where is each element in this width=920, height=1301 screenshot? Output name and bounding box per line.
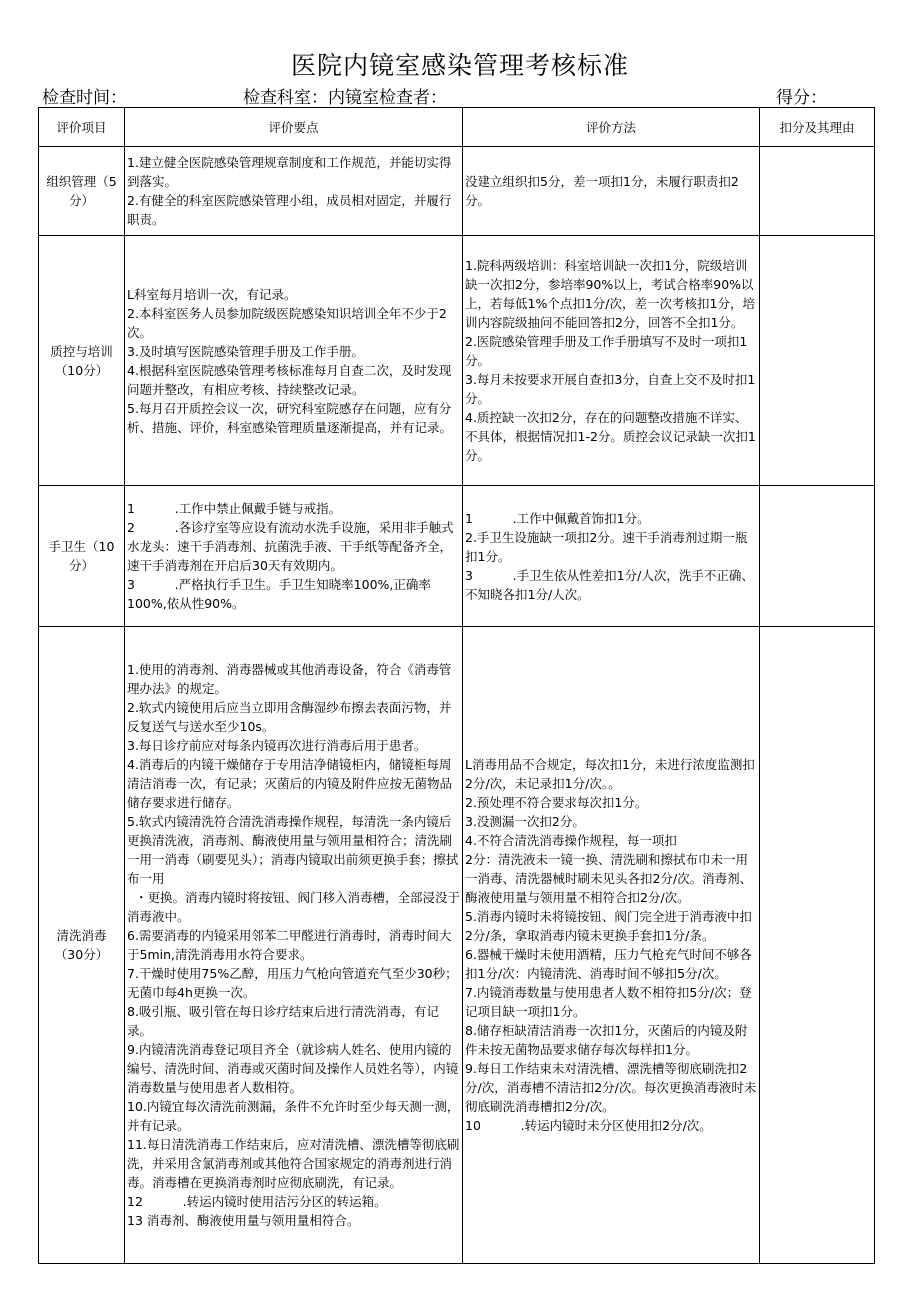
method-item: 9.每日工作结束未对清洗槽、漂洗槽等彻底刷洗扣2分/次，消毒槽不清洁扣2分/次。每次更换消毒液时未彻底刷洗消毒槽扣2分/次。 bbox=[465, 1061, 757, 1114]
method-item: 7.内镜消毒数量与使用患者人数不相符扣5分/次；登记项目缺一项扣1分。 bbox=[465, 985, 752, 1019]
requirement-item: 7.干燥时使用75%乙醇，用压力气枪向管道充气至少30秒；无菌巾每4h更换一次。 bbox=[127, 966, 458, 1000]
table-row bbox=[39, 627, 875, 1264]
table-row bbox=[39, 147, 875, 236]
requirement-item: 4.根据科室医院感染管理考核标准每月自查二次，及时发现问题并整改，有相应考核、持续整改记录。 bbox=[127, 362, 452, 397]
check-time-label: 检查时间： bbox=[42, 88, 127, 108]
requirement-item: 11.每日清洗消毒工作结束后，应对清洗槽、漂洗槽等彻底刷洗，并采用含氯消毒剂或其他符合国家规定的消毒剂进行消毒。消毒槽在更换消毒剂时应彻底刷洗，有记录。 bbox=[127, 1137, 460, 1190]
method-item: 1 .工作中佩戴首饰扣1分。 bbox=[465, 510, 650, 526]
requirements-cell bbox=[125, 486, 463, 627]
deduction-cell[interactable] bbox=[760, 147, 875, 236]
score-label: 得分： bbox=[776, 88, 827, 108]
requirement-item: 5.每月召开质控会议一次，研究科室院感存在问题，应有分析、措施、评价，科室感染管理质量逐渐提高，并有记录。 bbox=[127, 400, 453, 435]
requirement-item: 3.每日诊疗前应对每条内镜再次进行消毒后用于患者。 bbox=[127, 738, 427, 753]
requirement-item: 13 消毒剂、酶液使用量与领用量相符合。 bbox=[127, 1213, 360, 1228]
requirement-item: 1.使用的消毒剂、消毒器械或其他消毒设备，符合《消毒管理办法》的规定。 bbox=[127, 662, 452, 696]
requirement-item: 6.需要消毒的内镜采用邻苯二甲醛进行消毒时，消毒时间大于5min,清洗消毒用水符合要求。 bbox=[127, 928, 452, 962]
requirements-cell bbox=[125, 627, 463, 1264]
column-header-deduction: 扣分及其理由 bbox=[760, 108, 875, 147]
requirement-item: 4.消毒后的内镜干燥储存于专用洁净储镜柜内，储镜柜每周清洁消毒一次，有记录；灭菌后的内镜及附件应按无菌物品储存要求进行储存。 bbox=[127, 757, 453, 810]
column-header-method: 评价方法 bbox=[463, 108, 760, 147]
requirement-item: 12 .转运内镜时使用洁污分区的转运箱。 bbox=[127, 1194, 387, 1209]
requirement-item: 1 .工作中禁止佩戴手链与戒指。 bbox=[127, 501, 342, 516]
table-row bbox=[39, 486, 875, 627]
requirement-item: 2.软式内镜使用后应当立即用含酶湿纱布擦去表面污物，并反复送气与送水至少10s。 bbox=[127, 700, 452, 734]
deduction-cell[interactable] bbox=[760, 236, 875, 486]
category-cell: 质控与培训（10分） bbox=[39, 236, 125, 486]
requirement-item: 3 .严格执行手卫生。手卫生知晓率100%,正确率100%,依从性90%。 bbox=[127, 577, 431, 611]
method-item: 3 .手卫生依从性差扣1分/人次，洗手不正确、不知晓各扣1分/人次。 bbox=[465, 567, 754, 602]
requirement-item: L科室每月培训一次，有记录。 bbox=[127, 286, 297, 302]
method-item: 4.质控缺一次扣2分，存在的问题整改措施不详实、不具体，根据情况扣1-2分。质控会议记录缺一次扣1分。 bbox=[465, 410, 756, 463]
deduction-cell[interactable] bbox=[760, 627, 875, 1264]
column-header-requirements: 评价要点 bbox=[125, 108, 463, 147]
page-title: 医院内镜室感染管理考核标准 bbox=[290, 51, 629, 80]
requirement-item: 5.软式内镜清洗符合清洗消毒操作规程，每清洗一条内镜后更换清洗液，消毒剂、酶液使用量与领用量相符合；清洗刷一用一消毒（刷要见头）；消毒内镜取出前须更换手套；擦拭布一用 bbox=[127, 814, 459, 886]
method-item: 2.手卫生设施缺一项扣2分。速干手消毒剂过期一瓶扣1分。 bbox=[465, 529, 748, 564]
assessment-table bbox=[38, 107, 875, 1264]
table-row bbox=[39, 236, 875, 486]
requirement-item: 9.内镜清洗消毒登记项目齐全（就诊病人姓名、使用内镜的编号、清洗时间、消毒或灭菌时间及操作人员姓名等），内镜消毒数量与使用患者人数相符。 bbox=[127, 1042, 459, 1095]
requirements-cell bbox=[125, 147, 463, 236]
method-item: 3.每月未按要求开展自查扣3分，自查上交不及时扣1分。 bbox=[465, 372, 756, 406]
requirement-item: 10.内镜宜每次清洗前测漏，条件不允许时至少每天测一测，并有记录。 bbox=[127, 1099, 460, 1133]
category-cell: 组织管理（5分） bbox=[39, 147, 125, 236]
requirement-item: ・更换。消毒内镜时将按钮、阀门移入消毒槽，全部浸没于消毒液中。 bbox=[127, 890, 460, 924]
dept-checker-label: 检查科室：内镜室检查者： bbox=[243, 88, 447, 108]
category-cell: 手卫生（10分） bbox=[39, 486, 125, 627]
category-cell: 清洗消毒（30分） bbox=[39, 627, 125, 1264]
method-item: 没建立组织扣5分，差一项扣1分，未履行职责扣2分。 bbox=[465, 174, 739, 208]
requirement-item: 2.本科室医务人员参加院级医院感染知识培训全年不少于2次。 bbox=[127, 305, 447, 340]
table-header-row bbox=[39, 108, 875, 147]
column-header-item: 评价项目 bbox=[39, 108, 125, 147]
method-cell bbox=[463, 627, 760, 1264]
requirement-item: 2 .各诊疗室等应设有流动水洗手设施，采用非手触式水龙头：速干手消毒剂、抗菌洗手液、干手纸等配备齐全，速干手消毒剂在开启后30天有效期内。 bbox=[127, 520, 454, 573]
method-item: 2.医院感染管理手册及工作手册填写不及时一项扣1分。 bbox=[465, 334, 748, 368]
method-item: 5.消毒内镜时未将镜按钮、阀门完全进于消毒液中扣2分/条，拿取消毒内镜未更换手套扣1分/条。 bbox=[465, 909, 752, 943]
requirements-cell bbox=[125, 236, 463, 486]
method-item: 6.器械干燥时未使用酒精，压力气枪充气时间不够各扣1分/次：内镜清洗、消毒时间不够扣5分/次。 bbox=[465, 947, 752, 981]
method-cell bbox=[463, 486, 760, 627]
requirement-item: 1.建立健全医院感染管理规章制度和工作规范，并能切实得到落实。 bbox=[127, 155, 452, 189]
method-cell bbox=[463, 236, 760, 486]
method-item: L消毒用品不合规定，每次扣1分，未进行浓度监测扣2分/次，未记录扣1分/次。。 bbox=[465, 757, 755, 791]
method-item: 10 .转运内镜时未分区使用扣2分/次。 bbox=[465, 1118, 712, 1133]
method-cell bbox=[463, 147, 760, 236]
requirement-item: 3.及时填写医院感染管理手册及工作手册。 bbox=[127, 343, 364, 359]
requirement-item: 8.吸引瓶、吸引管在每日诊疗结束后进行清洗消毒，有记录。 bbox=[127, 1004, 439, 1038]
requirement-item: 2.有健全的科室医院感染管理小组，成员相对固定，并履行职责。 bbox=[127, 193, 452, 227]
method-item: 4.不符合清洗消毒操作规程，每一项扣 bbox=[465, 833, 677, 848]
method-item: 2分：清洗液未一镜一换、清洗刷和擦拭布巾未一用一消毒、清洗器械时刷未见头各扣2分/次。消毒剂、酶液使用量与领用量不相符合扣2分/次。 bbox=[465, 852, 753, 905]
method-item: 1.院科两级培训：科室培训缺一次扣1分，院级培训缺一次扣2分，参培率90%以上，考试合格率90%以上，若每低1%个点扣1分/次，差一次考核扣1分，培训内容院级抽问不能回答扣2分，回答不全扣1分。 bbox=[465, 258, 755, 330]
deduction-cell[interactable] bbox=[760, 486, 875, 627]
method-item: 2.预处理不符合要求每次扣1分。 bbox=[465, 795, 648, 810]
method-item: 3.没测漏一次扣2分。 bbox=[465, 814, 585, 829]
method-item: 8.储存柜缺清洁消毒一次扣1分，灭菌后的内镜及附件未按无菌物品要求储存每次每样扣1分。 bbox=[465, 1023, 748, 1057]
